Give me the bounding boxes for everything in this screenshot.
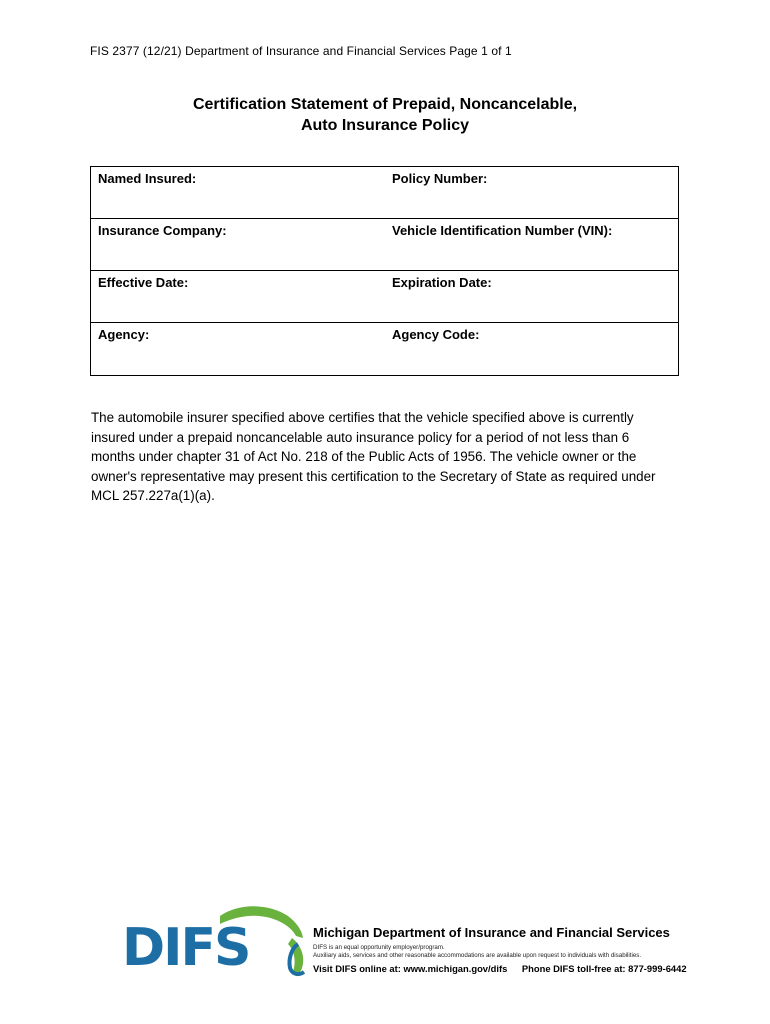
footer-disclaimer-line-1: DIFS is an equal opportunity employer/program. [313, 944, 445, 951]
certification-paragraph [91, 408, 691, 506]
expiration-date-field[interactable]: Expiration Date: [385, 271, 678, 323]
effective-date-field[interactable]: Effective Date: [91, 271, 385, 323]
footer-phone: Phone DIFS toll-free at: 877-999-6442 [521, 963, 687, 974]
paragraph-line: The automobile insurer specified above certifies that the vehicle specified above is currently [91, 410, 634, 425]
policy-info-table [90, 166, 679, 376]
insurance-company-field[interactable]: Insurance Company: [91, 219, 385, 271]
title-line-1: Certification Statement of Prepaid, Noncancelable, [192, 96, 578, 113]
footer-online-link[interactable]: Visit DIFS online at: www.michigan.gov/difs [313, 963, 508, 974]
vin-field[interactable]: Vehicle Identification Number (VIN): [385, 219, 678, 271]
title-line-2: Auto Insurance Policy [300, 117, 470, 134]
difs-logo-text: DIFS [122, 918, 250, 978]
paragraph-line: owner's representative may present this certification to the Secretary of State as required under [91, 468, 656, 484]
footer-disclaimer-line-2: Auxiliary aids, services and other reasonable accommodations are available upon request to individuals with disabilities. [313, 952, 642, 959]
named-insured-field[interactable]: Named Insured: [91, 167, 385, 219]
policy-number-field[interactable]: Policy Number: [385, 167, 678, 219]
footer-department-name: Michigan Department of Insurance and Financial Services [313, 925, 670, 940]
agency-code-field[interactable]: Agency Code: [392, 327, 480, 342]
footer-disclaimer [313, 944, 641, 960]
paragraph-line: MCL 257.227a(1)(a). [91, 488, 215, 503]
document-title [0, 94, 770, 136]
paragraph-line: months under chapter 31 of Act No. 218 of the Public Acts of 1956. The vehicle owner or the [91, 449, 637, 464]
footer-contact [313, 963, 699, 974]
form-header: FIS 2377 (12/21) Department of Insurance and Financial Services Page 1 of 1 [90, 44, 512, 58]
agency-field[interactable]: Agency: [98, 327, 150, 342]
paragraph-line: insured under a prepaid noncancelable auto insurance policy for a period of not less than 6 [91, 429, 630, 445]
difs-logo [120, 904, 310, 980]
